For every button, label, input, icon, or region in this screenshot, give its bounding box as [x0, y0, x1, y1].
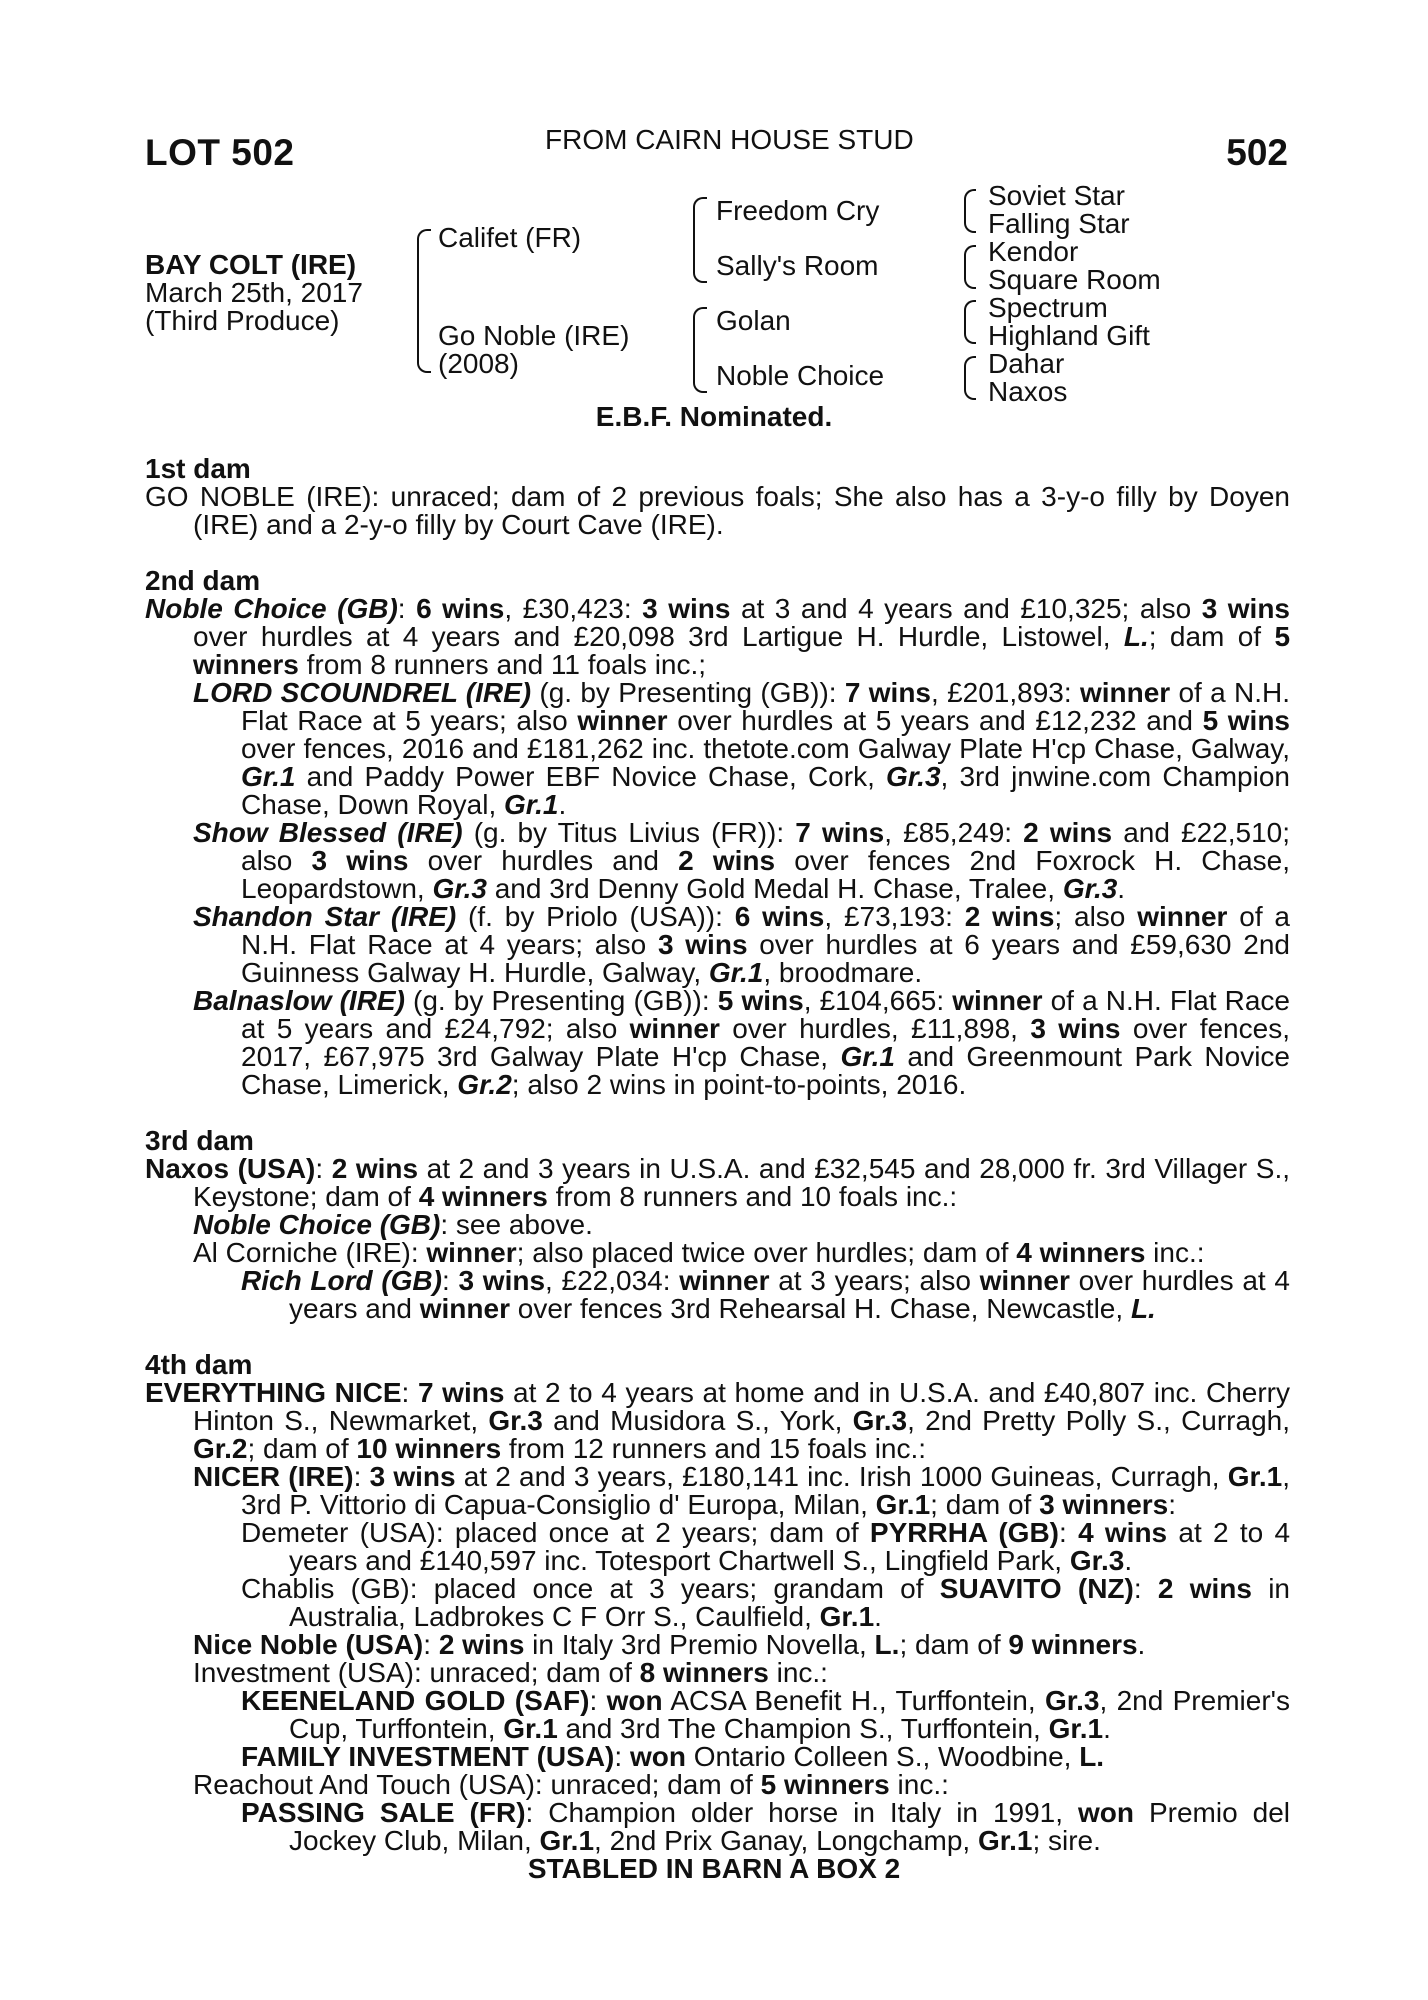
horse-dob: March 25th, 2017	[145, 277, 363, 308]
pedigree-entry: Naxos (USA): 2 wins at 2 and 3 years in U.S.A. and £32,545 and 28,000 fr. 3rd Villager S., Keystone; dam of 4 winners from 8 runners and 10 foals inc.:	[145, 1153, 1291, 1212]
horse-produce: (Third Produce)	[145, 305, 340, 336]
horse-name: BAY COLT (IRE)	[145, 249, 357, 280]
pedigree-brace	[417, 229, 431, 373]
pedigree-sdd: Square Room	[988, 264, 1161, 295]
ebf-nomination: E.B.F. Nominated.	[595, 401, 833, 432]
pedigree-sire-sire: Freedom Cry	[716, 195, 880, 226]
section-heading: 4th dam	[145, 1349, 253, 1380]
pedigree-sire-dam: Sally's Room	[716, 250, 879, 281]
pedigree-ssd: Falling Star	[988, 208, 1130, 239]
lot-number: 502	[1226, 132, 1288, 173]
dam-section	[145, 567, 1290, 1099]
consignor-source: FROM CAIRN HOUSE STUD	[545, 124, 914, 155]
pedigree-sds: Kendor	[988, 236, 1079, 267]
pedigree-brace	[964, 189, 976, 233]
pedigree-ddd: Naxos	[988, 376, 1068, 407]
pedigree-brace	[964, 356, 976, 400]
pedigree-brace	[693, 197, 707, 283]
pedigree-entry: Noble Choice (GB): see above.	[193, 1209, 593, 1240]
pedigree-brace	[964, 300, 976, 344]
pedigree-sire: Califet (FR)	[438, 222, 582, 253]
dam-section	[145, 1127, 1290, 1323]
pedigree-dam-sire: Golan	[716, 305, 791, 336]
pedigree-entry: Nice Noble (USA): 2 wins in Italy 3rd Premio Novella, L.; dam of 9 winners.	[193, 1629, 1146, 1660]
dam-section	[145, 455, 1290, 539]
pedigree-dss: Spectrum	[988, 292, 1108, 323]
pedigree-entry: Demeter (USA): placed once at 2 years; dam of PYRRHA (GB): 4 wins at 2 to 4 years and £140,597 inc. Totesport Chartwell S., Lingfield Park, Gr.3.	[241, 1517, 1291, 1576]
pedigree-dam-dam: Noble Choice	[716, 360, 885, 391]
pedigree-entry: EVERYTHING NICE: 7 wins at 2 to 4 years at home and in U.S.A. and £40,807 inc. Cherry Hinton S., Newmarket, Gr.3 and Musidora S., York, Gr.3, 2nd Pretty Polly S., Curragh, Gr.2; dam of 10 winners from 12 runners and 15 foals inc.:	[145, 1377, 1291, 1464]
pedigree-entry: PASSING SALE (FR): Champion older horse in Italy in 1991, won Premio del Jockey Club, Milan, Gr.1, 2nd Prix Ganay, Longchamp, Gr.1; sire.	[241, 1797, 1291, 1856]
pedigree-brace	[964, 245, 976, 289]
pedigree-entry: FAMILY INVESTMENT (USA): won Ontario Colleen S., Woodbine, L.	[241, 1741, 1105, 1772]
pedigree-entry: Show Blessed (IRE) (g. by Titus Livius (FR)): 7 wins, £85,249: 2 wins and £22,510; also 3 wins over hurdles and 2 wins over fences 2nd Foxrock H. Chase, Leopardstown, Gr.3 and 3rd Denny Gold Medal H. Chase, Tralee, Gr.3.	[193, 817, 1291, 904]
pedigree-entry: Al Corniche (IRE): winner; also placed twice over hurdles; dam of 4 winners inc.:	[193, 1237, 1205, 1268]
pedigree-entry: Chablis (GB): placed once at 3 years; grandam of SUAVITO (NZ): 2 wins in Australia, Ladbrokes C F Orr S., Caulfield, Gr.1.	[241, 1573, 1290, 1632]
dam-section	[145, 1351, 1290, 1855]
pedigree-entry: NICER (IRE): 3 wins at 2 and 3 years, £180,141 inc. Irish 1000 Guineas, Curragh, Gr.1, 3rd P. Vittorio di Capua-Consiglio d' Europa, Milan, Gr.1; dam of 3 winners:	[193, 1461, 1290, 1520]
pedigree-brace	[693, 307, 707, 393]
stabling-info: STABLED IN BARN A BOX 2	[527, 1853, 901, 1884]
pedigree-dsd: Highland Gift	[988, 320, 1150, 351]
section-heading: 2nd dam	[145, 565, 261, 596]
pedigree-dds: Dahar	[988, 348, 1065, 379]
section-heading: 1st dam	[145, 453, 251, 484]
section-heading: 3rd dam	[145, 1125, 254, 1156]
lot-label: LOT 502	[145, 132, 295, 173]
pedigree-dam-year: (2008)	[438, 348, 519, 379]
pedigree-dam: Go Noble (IRE)	[438, 320, 630, 351]
pedigree-entry: Balnaslow (IRE) (g. by Presenting (GB)): 5 wins, £104,665: winner of a N.H. Flat Race at 5 years and £24,792; also winner over hurdles, £11,898, 3 wins over fences, 2017, £67,975 3rd Galway Plate H'cp Chase, Gr.1 and Greenmount Park Novice Chase, Limerick, Gr.2; also 2 wins in point-to-points, 2016.	[193, 985, 1290, 1100]
pedigree-notes	[145, 455, 1290, 1883]
pedigree-entry: LORD SCOUNDREL (IRE) (g. by Presenting (GB)): 7 wins, £201,893: winner of a N.H. Flat Race at 5 years; also winner over hurdles at 5 years and £12,232 and 5 wins over fences, 2016 and £181,262 inc. thetote.com Galway Plate H'cp Chase, Galway, Gr.1 and Paddy Power EBF Novice Chase, Cork, Gr.3, 3rd jnwine.com Champion Chase, Down Royal, Gr.1.	[193, 677, 1291, 820]
pedigree-entry: Noble Choice (GB): 6 wins, £30,423: 3 wins at 3 and 4 years and £10,325; also 3 wins over hurdles at 4 years and £20,098 3rd Lartigue H. Hurdle, Listowel, L.; dam of 5 winners from 8 runners and 11 foals inc.;	[145, 593, 1291, 680]
pedigree-entry: Investment (USA): unraced; dam of 8 winners inc.:	[193, 1657, 828, 1688]
pedigree-entry: Reachout And Touch (USA): unraced; dam of 5 winners inc.:	[193, 1769, 949, 1800]
pedigree-entry: GO NOBLE (IRE): unraced; dam of 2 previous foals; She also has a 3-y-o filly by Doyen (IRE) and a 2-y-o filly by Court Cave (IRE).	[145, 481, 1290, 540]
pedigree-sss: Soviet Star	[988, 180, 1125, 211]
pedigree-entry: Shandon Star (IRE) (f. by Priolo (USA)): 6 wins, £73,193: 2 wins; also winner of a N.H. Flat Race at 4 years; also 3 wins over hurdles at 6 years and £59,630 2nd Guinness Galway H. Hurdle, Galway, Gr.1, broodmare.	[193, 901, 1291, 988]
pedigree-entry: KEENELAND GOLD (SAF): won ACSA Benefit H., Turffontein, Gr.3, 2nd Premier's Cup, Turffontein, Gr.1 and 3rd The Champion S., Turffontein, Gr.1.	[241, 1685, 1290, 1744]
pedigree-entry: Rich Lord (GB): 3 wins, £22,034: winner at 3 years; also winner over hurdles at 4 years and winner over fences 3rd Rehearsal H. Chase, Newcastle, L.	[241, 1265, 1290, 1324]
